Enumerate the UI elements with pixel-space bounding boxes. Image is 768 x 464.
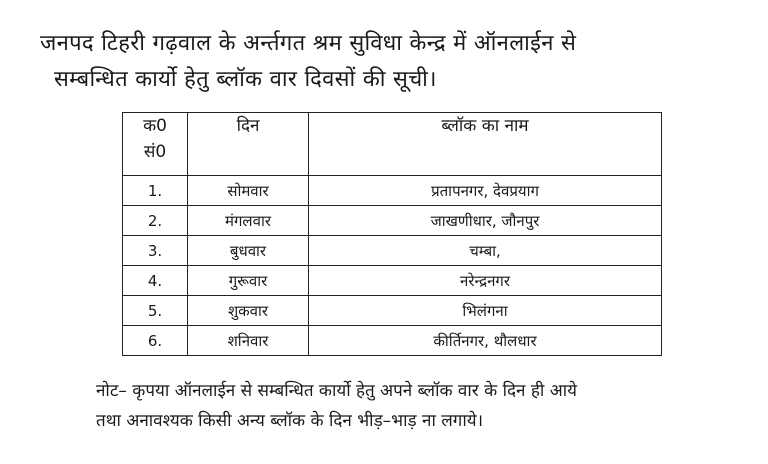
table-row — [123, 296, 662, 326]
note-line-1: नोट– कृपया ऑनलाईन से सम्बन्धित कार्यो हेतु अपने ब्लॉक वार के दिन ही आये — [96, 381, 577, 401]
day-cell: शनिवार — [188, 326, 309, 356]
day-cell: शुकवार — [188, 296, 309, 326]
serial-header-line-2: सं0 — [143, 142, 167, 162]
serial-cell: 2. — [123, 206, 188, 236]
serial-cell: 3. — [123, 236, 188, 266]
table-header-row — [123, 113, 662, 176]
table-row — [123, 206, 662, 236]
serial-cell: 1. — [123, 176, 188, 206]
serial-cell: 5. — [123, 296, 188, 326]
note-line-2: तथा अनावश्यक किसी अन्य ब्लॉक के दिन भीड़–भाड़ ना लगाये। — [96, 411, 484, 431]
block-cell: चम्बा, — [309, 236, 662, 266]
block-cell: कीर्तिनगर, थौलधार — [309, 326, 662, 356]
day-header: दिन — [188, 113, 309, 176]
day-cell: सोमवार — [188, 176, 309, 206]
title-line-2: सम्बन्धित कार्यो हेतु ब्लॉक वार दिवसों की सूची। — [54, 67, 437, 92]
note-paragraph — [96, 376, 716, 436]
block-schedule-table — [122, 112, 662, 356]
block-name-header: ब्लॉक का नाम — [309, 113, 662, 176]
block-cell: भिलंगना — [309, 296, 662, 326]
table-row — [123, 236, 662, 266]
day-cell: गुरूवार — [188, 266, 309, 296]
block-cell: प्रतापनगर, देवप्रयाग — [309, 176, 662, 206]
block-cell: जाखणीधार, जौनपुर — [309, 206, 662, 236]
table-row — [123, 176, 662, 206]
day-cell: बुधवार — [188, 236, 309, 266]
day-cell: मंगलवार — [188, 206, 309, 236]
serial-header — [123, 113, 188, 176]
table-row — [123, 326, 662, 356]
document-title — [40, 26, 740, 98]
serial-cell: 6. — [123, 326, 188, 356]
title-line-1: जनपद टिहरी गढ़वाल के अर्न्तगत श्रम सुविधा केन्द्र में ऑनलाईन से — [40, 31, 577, 56]
serial-cell: 4. — [123, 266, 188, 296]
block-cell: नरेन्द्रनगर — [309, 266, 662, 296]
table-row — [123, 266, 662, 296]
serial-header-line-1: क0 — [143, 116, 167, 136]
